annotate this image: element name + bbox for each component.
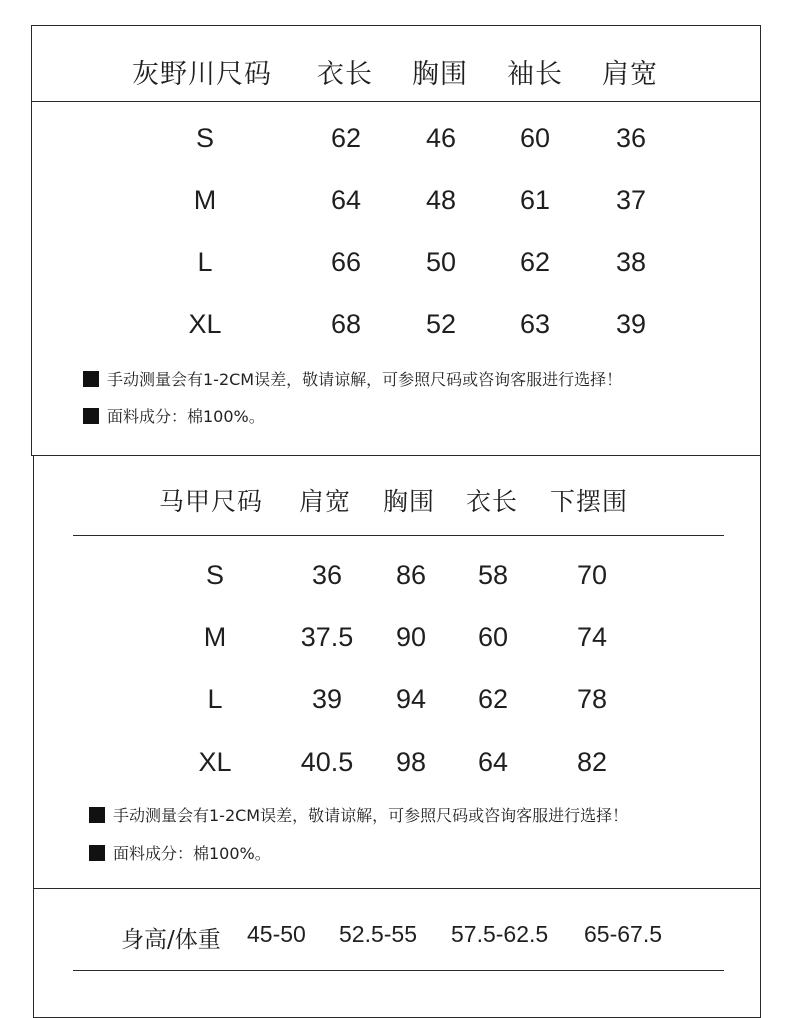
header-shoulder: 肩宽 <box>602 59 658 90</box>
table-cell: 39 <box>311 684 343 714</box>
table-cell: 38 <box>615 247 647 277</box>
table-cell: 52 <box>425 309 457 339</box>
table-cell: XL <box>198 747 232 777</box>
table-cell: 98 <box>395 747 427 777</box>
table-cell: L <box>197 247 213 277</box>
header-range: 57.5-62.5 <box>451 921 549 947</box>
table-cell: 36 <box>311 560 343 590</box>
bullet-square-icon <box>89 807 105 823</box>
table-cell: 36 <box>615 123 647 153</box>
table-cell: S <box>195 123 215 153</box>
table-cell: L <box>207 684 223 714</box>
table-cell: M <box>193 185 217 215</box>
table-cell: M <box>203 622 227 652</box>
table-cell: 48 <box>425 185 457 215</box>
header-height-weight: 身高/体重 <box>121 927 221 953</box>
header-length: 衣长 <box>317 59 373 90</box>
table-cell: 46 <box>425 123 457 153</box>
table-cell: 62 <box>330 123 362 153</box>
header-divider <box>73 535 724 536</box>
note-fabric: 面料成分：棉100%。 <box>89 841 271 864</box>
header-sleeve: 袖长 <box>507 59 563 90</box>
height-weight-chart <box>33 888 761 1018</box>
header-shoulder: 肩宽 <box>299 487 352 516</box>
table-cell: 37.5 <box>300 622 354 652</box>
table-cell: XL <box>188 309 222 339</box>
size-chart-main <box>31 25 761 456</box>
table-cell: 70 <box>576 560 608 590</box>
size-chart-vest <box>33 455 761 889</box>
table-cell: 61 <box>519 185 551 215</box>
table-cell: 78 <box>576 684 608 714</box>
header-vest-size: 马甲尺码 <box>159 487 264 516</box>
table-cell: 62 <box>519 247 551 277</box>
header-chest: 胸围 <box>383 487 436 516</box>
header-range: 65-67.5 <box>584 921 663 947</box>
table-cell: 86 <box>395 560 427 590</box>
table-cell: 64 <box>477 747 509 777</box>
table-cell: 94 <box>395 684 427 714</box>
note-fabric: 面料成分：棉100%。 <box>83 404 265 427</box>
header-size: 灰野川尺码 <box>132 59 272 90</box>
table-cell: 58 <box>477 560 509 590</box>
table-cell: 82 <box>576 747 608 777</box>
table-cell: 50 <box>425 247 457 277</box>
header-hem: 下摆围 <box>550 487 629 516</box>
header-range: 45-50 <box>247 921 306 947</box>
header-length: 衣长 <box>466 487 519 516</box>
bullet-square-icon <box>89 845 105 861</box>
note-measurement: 手动测量会有1-2CM误差，敬请谅解，可参照尺码或咨询客服进行选择！ <box>89 803 628 826</box>
table-cell: 60 <box>519 123 551 153</box>
table-cell: 40.5 <box>300 747 354 777</box>
table-cell: 66 <box>330 247 362 277</box>
table-cell: 64 <box>330 185 362 215</box>
header-divider <box>32 101 760 102</box>
table-cell: 62 <box>477 684 509 714</box>
bullet-square-icon <box>83 408 99 424</box>
bullet-square-icon <box>83 371 99 387</box>
table-cell: 90 <box>395 622 427 652</box>
header-range: 52.5-55 <box>339 921 418 947</box>
table-cell: 68 <box>330 309 362 339</box>
table-cell: 74 <box>576 622 608 652</box>
table-cell: 39 <box>615 309 647 339</box>
table-cell: 63 <box>519 309 551 339</box>
table-cell: 37 <box>615 185 647 215</box>
table-cell: S <box>205 560 225 590</box>
table-cell: 60 <box>477 622 509 652</box>
header-chest: 胸围 <box>412 59 468 90</box>
note-measurement: 手动测量会有1-2CM误差，敬请谅解，可参照尺码或咨询客服进行选择！ <box>83 367 622 390</box>
header-divider <box>73 970 724 971</box>
